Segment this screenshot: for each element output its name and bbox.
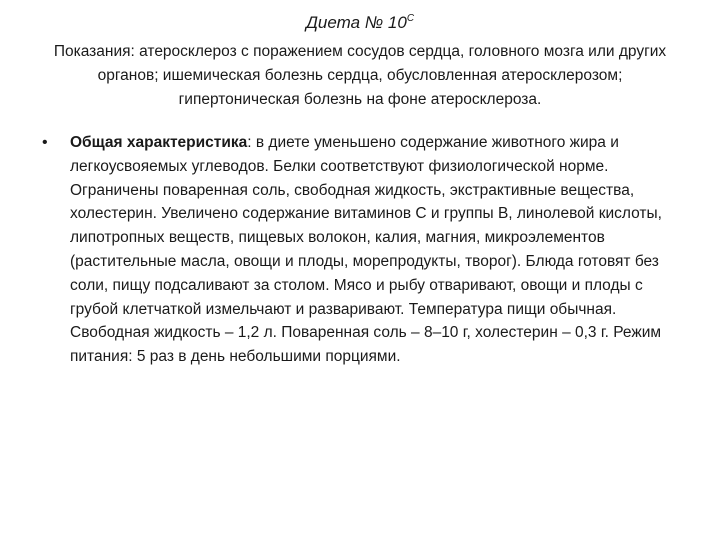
bullet-text [70, 131, 682, 369]
indications-paragraph: Показания: атеросклероз с поражением сосудов сердца, головного мозга или других органов; ишемическая болезнь сердца, обусловленная атеросклерозом; гипертоническая болезнь на фоне атеросклероза. [53, 43, 667, 108]
title-superscript: С [406, 13, 415, 24]
bullet-body: : в диете уменьшено содержание животного жира и легкоусвояемых углеводов. Белки соответствуют физиологической норме. Ограничены поваренная соль, свободная жидкость, экстрактивные вещества, холестерин. Увеличено содержание витаминов С и группы В, линолевой кислоты, липотропных веществ, пищевых волокон, калия, магния, микроэлементов (растительные масла, овощи и плоды, морепродукты, творог). Блюда готовят без соли, пищу подсаливают за столом. Мясо и рыбу отваривают, овощи и плоды с грубой клетчаткой измельчают и разваривают. Температура пищи обычная. Свободная жидкость – 1,2 л. Поваренная соль – 8–10 г, холестерин – 0,3 г. Режим питания: 5 раз в день небольшими порциями. [70, 134, 662, 366]
bullet-dot-icon: • [42, 134, 48, 151]
bullet-label: Общая характеристика [70, 134, 248, 151]
slide-title [0, 12, 720, 34]
title-text: Диета № 10 [305, 13, 407, 32]
